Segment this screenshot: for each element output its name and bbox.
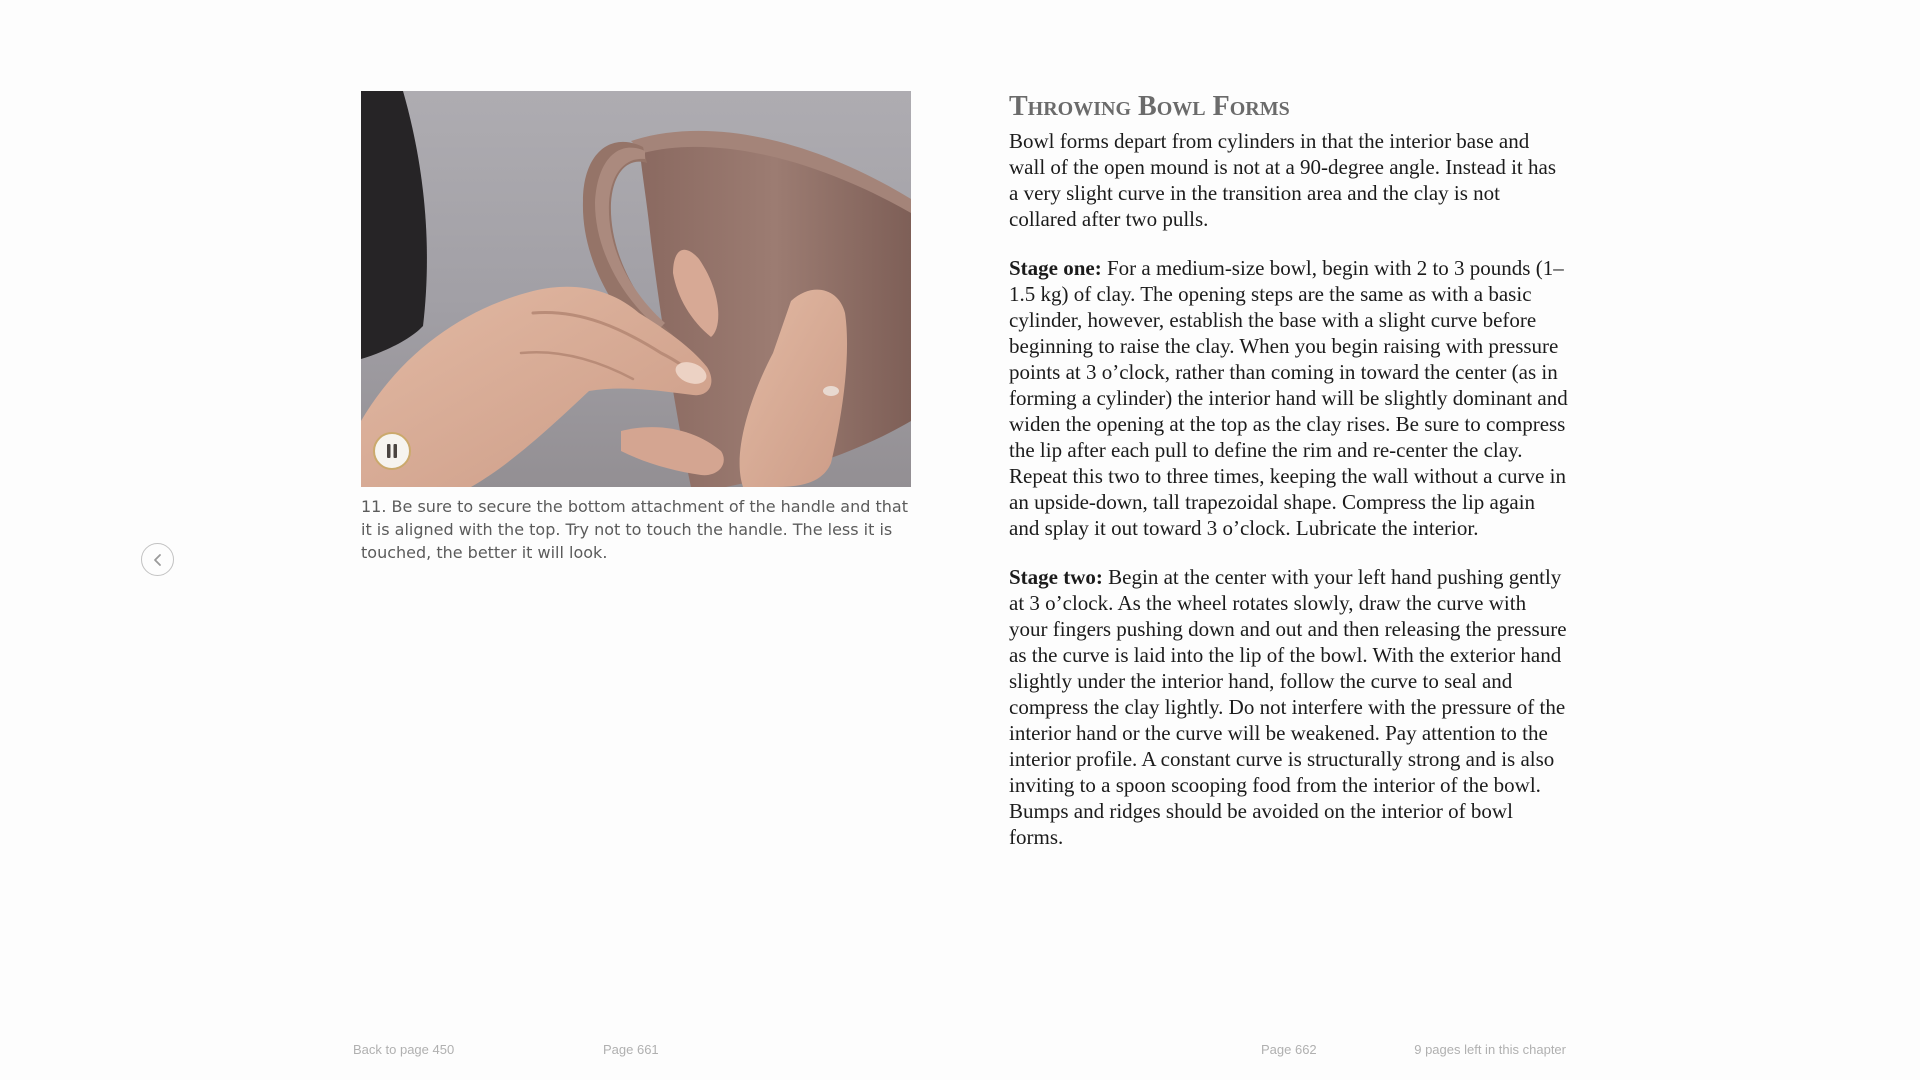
pause-icon (385, 443, 399, 459)
stage-two-label: Stage two: (1009, 565, 1103, 589)
stage-one-text: For a medium-size bowl, begin with 2 to 3 pounds (1–1.5 kg) of clay. The opening steps are the same as with a basic cylinder, however, establish the base with a slight curve before beginning to raise the clay. When you begin raising with pressure points at 3 o’clock, rather than coming in toward the center (as in forming a cylinder) the interior hand will be slightly dominant and widen the opening at the top as the clay rises. Be sure to compress the lip after each pull to define the rim and re-center the clay. Repeat this two to three times, keeping the wall without a curve in an upside-down, tall trapezoidal shape. Compress the lip again and splay it out toward 3 o’clock. Lubricate the interior. (1009, 256, 1568, 540)
prev-page-button[interactable] (141, 543, 174, 576)
chevron-left-icon (152, 553, 164, 567)
back-to-page-link[interactable]: Back to page 450 (353, 1042, 455, 1057)
right-page-number: Page 662 (1261, 1042, 1317, 1057)
intro-paragraph-text: Bowl forms depart from cylinders in that the interior base and wall of the open mound is not at a 90-degree angle. Instead it has a very slight curve in the transition area and the clay is not collared after two pulls. (1009, 129, 1557, 231)
figure-caption: 11. Be sure to secure the bottom attachment of the handle and that it is aligned with the top. Try not to touch the handle. The less it is touched, the better it will look. (361, 497, 908, 562)
stage-one-label: Stage one: (1009, 256, 1102, 280)
pottery-photo-illustration (361, 91, 911, 487)
pottery-photo (361, 91, 911, 487)
video-pause-button[interactable] (373, 432, 411, 470)
pages-left-in-chapter: 9 pages left in this chapter (1414, 1042, 1566, 1057)
stage-two-paragraph (1009, 564, 1569, 850)
stage-one-paragraph (1009, 255, 1569, 541)
stage-two-text: Begin at the center with your left hand pushing gently at 3 o’clock. As the wheel rotates slowly, draw the curve with your fingers pushing down and out and then releasing the pressure as the curve is laid into the lip of the bowl. With the exterior hand slightly under the interior hand, follow the curve to seal and compress the clay lightly. Do not interfere with the pressure of the interior hand or the curve will be weakened. Pay attention to the interior profile. A constant curve is structurally strong and is also inviting to a spoon scooping food from the interior of the bowl. Bumps and ridges should be avoided on the interior of bowl forms. (1009, 565, 1567, 849)
article-content (1009, 90, 1569, 873)
intro-paragraph (1009, 128, 1569, 232)
section-heading: Throwing Bowl Forms (1009, 91, 1290, 122)
left-page-number: Page 661 (603, 1042, 659, 1057)
